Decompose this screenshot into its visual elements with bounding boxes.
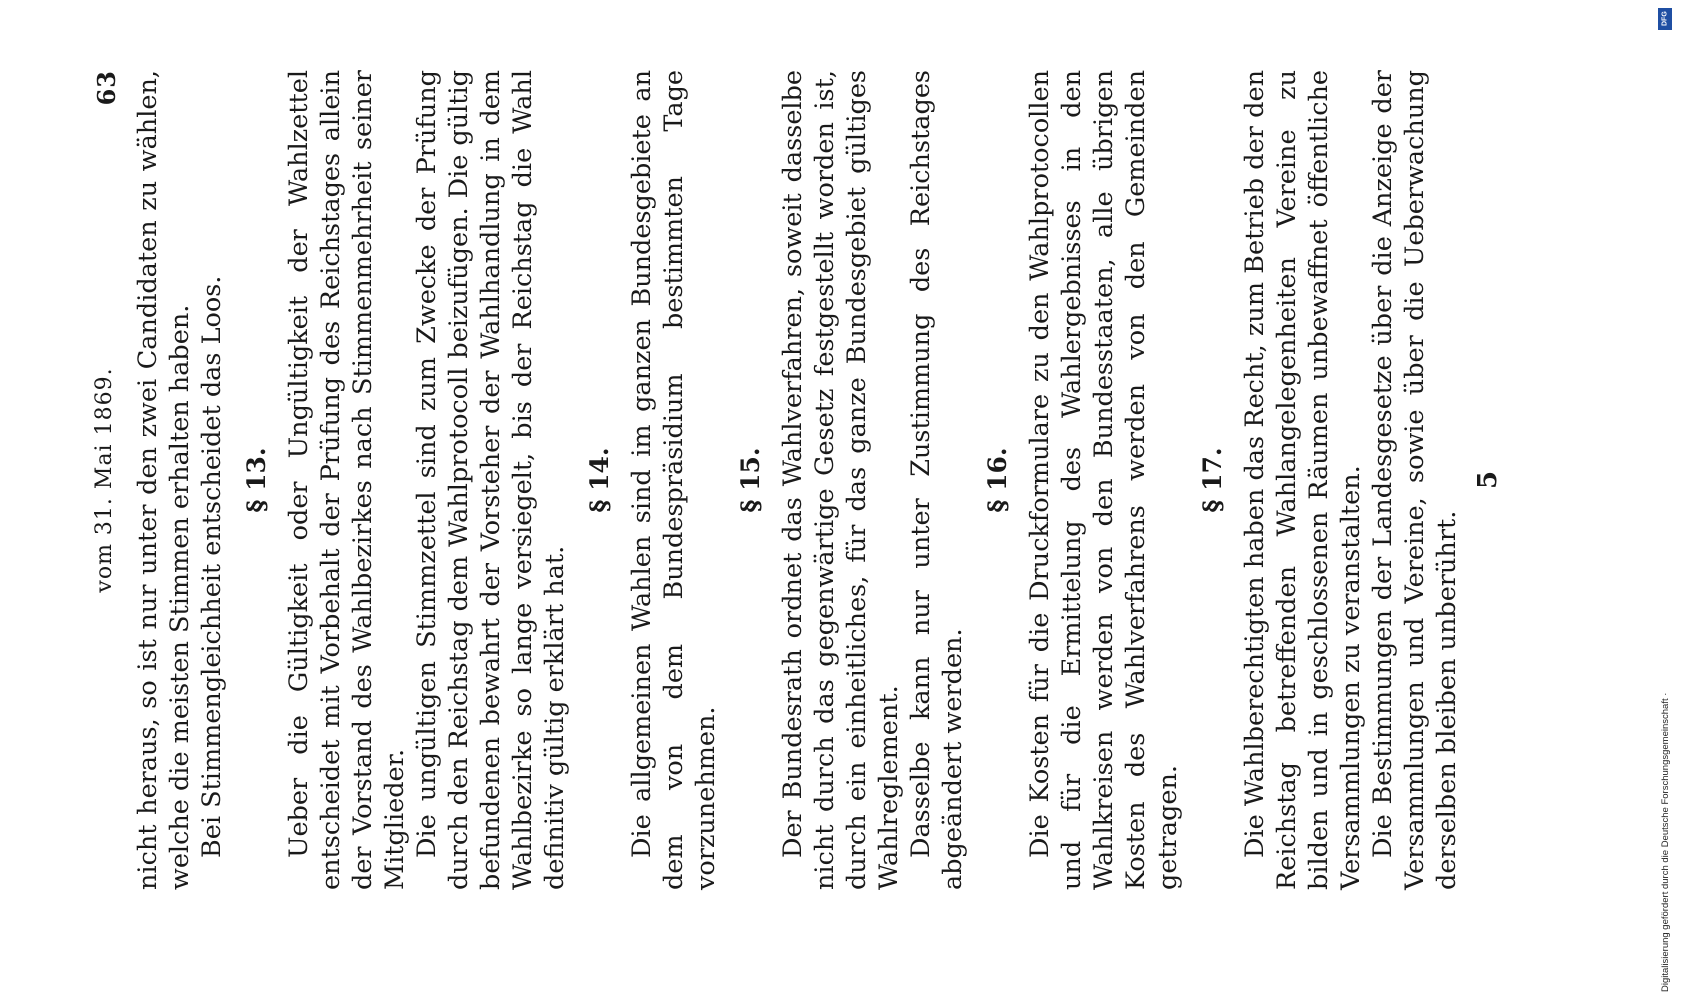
paragraph: Dasselbe kann nur unter Zustimmung des Reichstages abgeändert werden. bbox=[906, 70, 968, 890]
section-heading: § 17. bbox=[1198, 447, 1227, 513]
dfg-logo: DFG bbox=[1658, 8, 1672, 30]
section-17 bbox=[1198, 70, 1463, 890]
section-heading: § 15. bbox=[736, 447, 765, 513]
credit-text: Digitalisierung gefördert durch die Deutsche Forschungsgemeinschaft · bbox=[1659, 692, 1671, 992]
section-14 bbox=[585, 70, 722, 890]
paragraph: nicht heraus, so ist nur unter den zwei Candidaten zu wählen, welche die meisten Stimmen erhalten haben. bbox=[133, 70, 195, 890]
digitization-credit bbox=[1658, 8, 1672, 992]
section-13 bbox=[242, 70, 571, 890]
signature-mark: 5 bbox=[1473, 470, 1503, 490]
running-head bbox=[92, 70, 132, 890]
paragraph: Die Bestimmungen der Landesgesetze über die Anzeige der Versammlungen und Vereine, sowie über die Ueberwachung derselben bleiben unberührt. bbox=[1368, 70, 1462, 890]
paragraph: Die ungültigen Stimmzettel sind zum Zwecke der Prüfung durch den Reichstag dem Wahlprotocoll beizufügen. Die gültig befundenen bewahrt der Vorsteher der Wahlhandlung in dem Wahlbezirke so lange versiegelt, bis der Reichstag die Wahl definitiv gültig erklärt hat. bbox=[412, 70, 570, 890]
paragraph: Ueber die Gültigkeit oder Ungültigkeit der Wahlzettel entscheidet mit Vorbehalt der Prüfung des Reichstages allein der Vorstand des Wahlbezirkes nach Stimmenmehrheit seiner Mitglieder. bbox=[284, 70, 410, 890]
paragraph: Die Kosten für die Druckformulare zu den Wahlprotocollen und für die Ermittelung des Wahlergebnisses in den Wahlkreisen werden von den Bundesstaaten, alle übrigen Kosten des Wahlverfahrens werden von den Gemeinden getragen. bbox=[1025, 70, 1183, 890]
paragraph: Bei Stimmengleichheit entscheidet das Loos. bbox=[197, 275, 227, 858]
section-15 bbox=[736, 70, 969, 890]
opening-block bbox=[132, 70, 228, 890]
paragraph: Die allgemeinen Wahlen sind im ganzen Bundesgebiete an dem von dem Bundespräsidium bestimmten Tage vorzunehmen. bbox=[627, 70, 721, 890]
paragraph: Der Bundesrath ordnet das Wahlverfahren, soweit dasselbe nicht durch das gegenwärtige Gesetz festgestellt worden ist, durch ein einheitliches, für das ganze Bundesgebiet gültiges Wahlreglement. bbox=[778, 70, 904, 890]
section-heading: § 13. bbox=[242, 447, 271, 513]
page-number: 63 bbox=[92, 70, 121, 106]
running-head-title: vom 31. Mai 1869. bbox=[92, 367, 117, 593]
paragraph: Die Wahlberechtigten haben das Recht, zum Betrieb der den Reichstag betreffenden Wahlangelegenheiten Vereine zu bilden und in geschlossenen Räumen unbewaffnet öffentliche Versammlungen zu veranstalten. bbox=[1240, 70, 1366, 890]
section-heading: § 16. bbox=[983, 447, 1012, 513]
section-16 bbox=[983, 70, 1184, 890]
section-heading: § 14. bbox=[585, 447, 614, 513]
